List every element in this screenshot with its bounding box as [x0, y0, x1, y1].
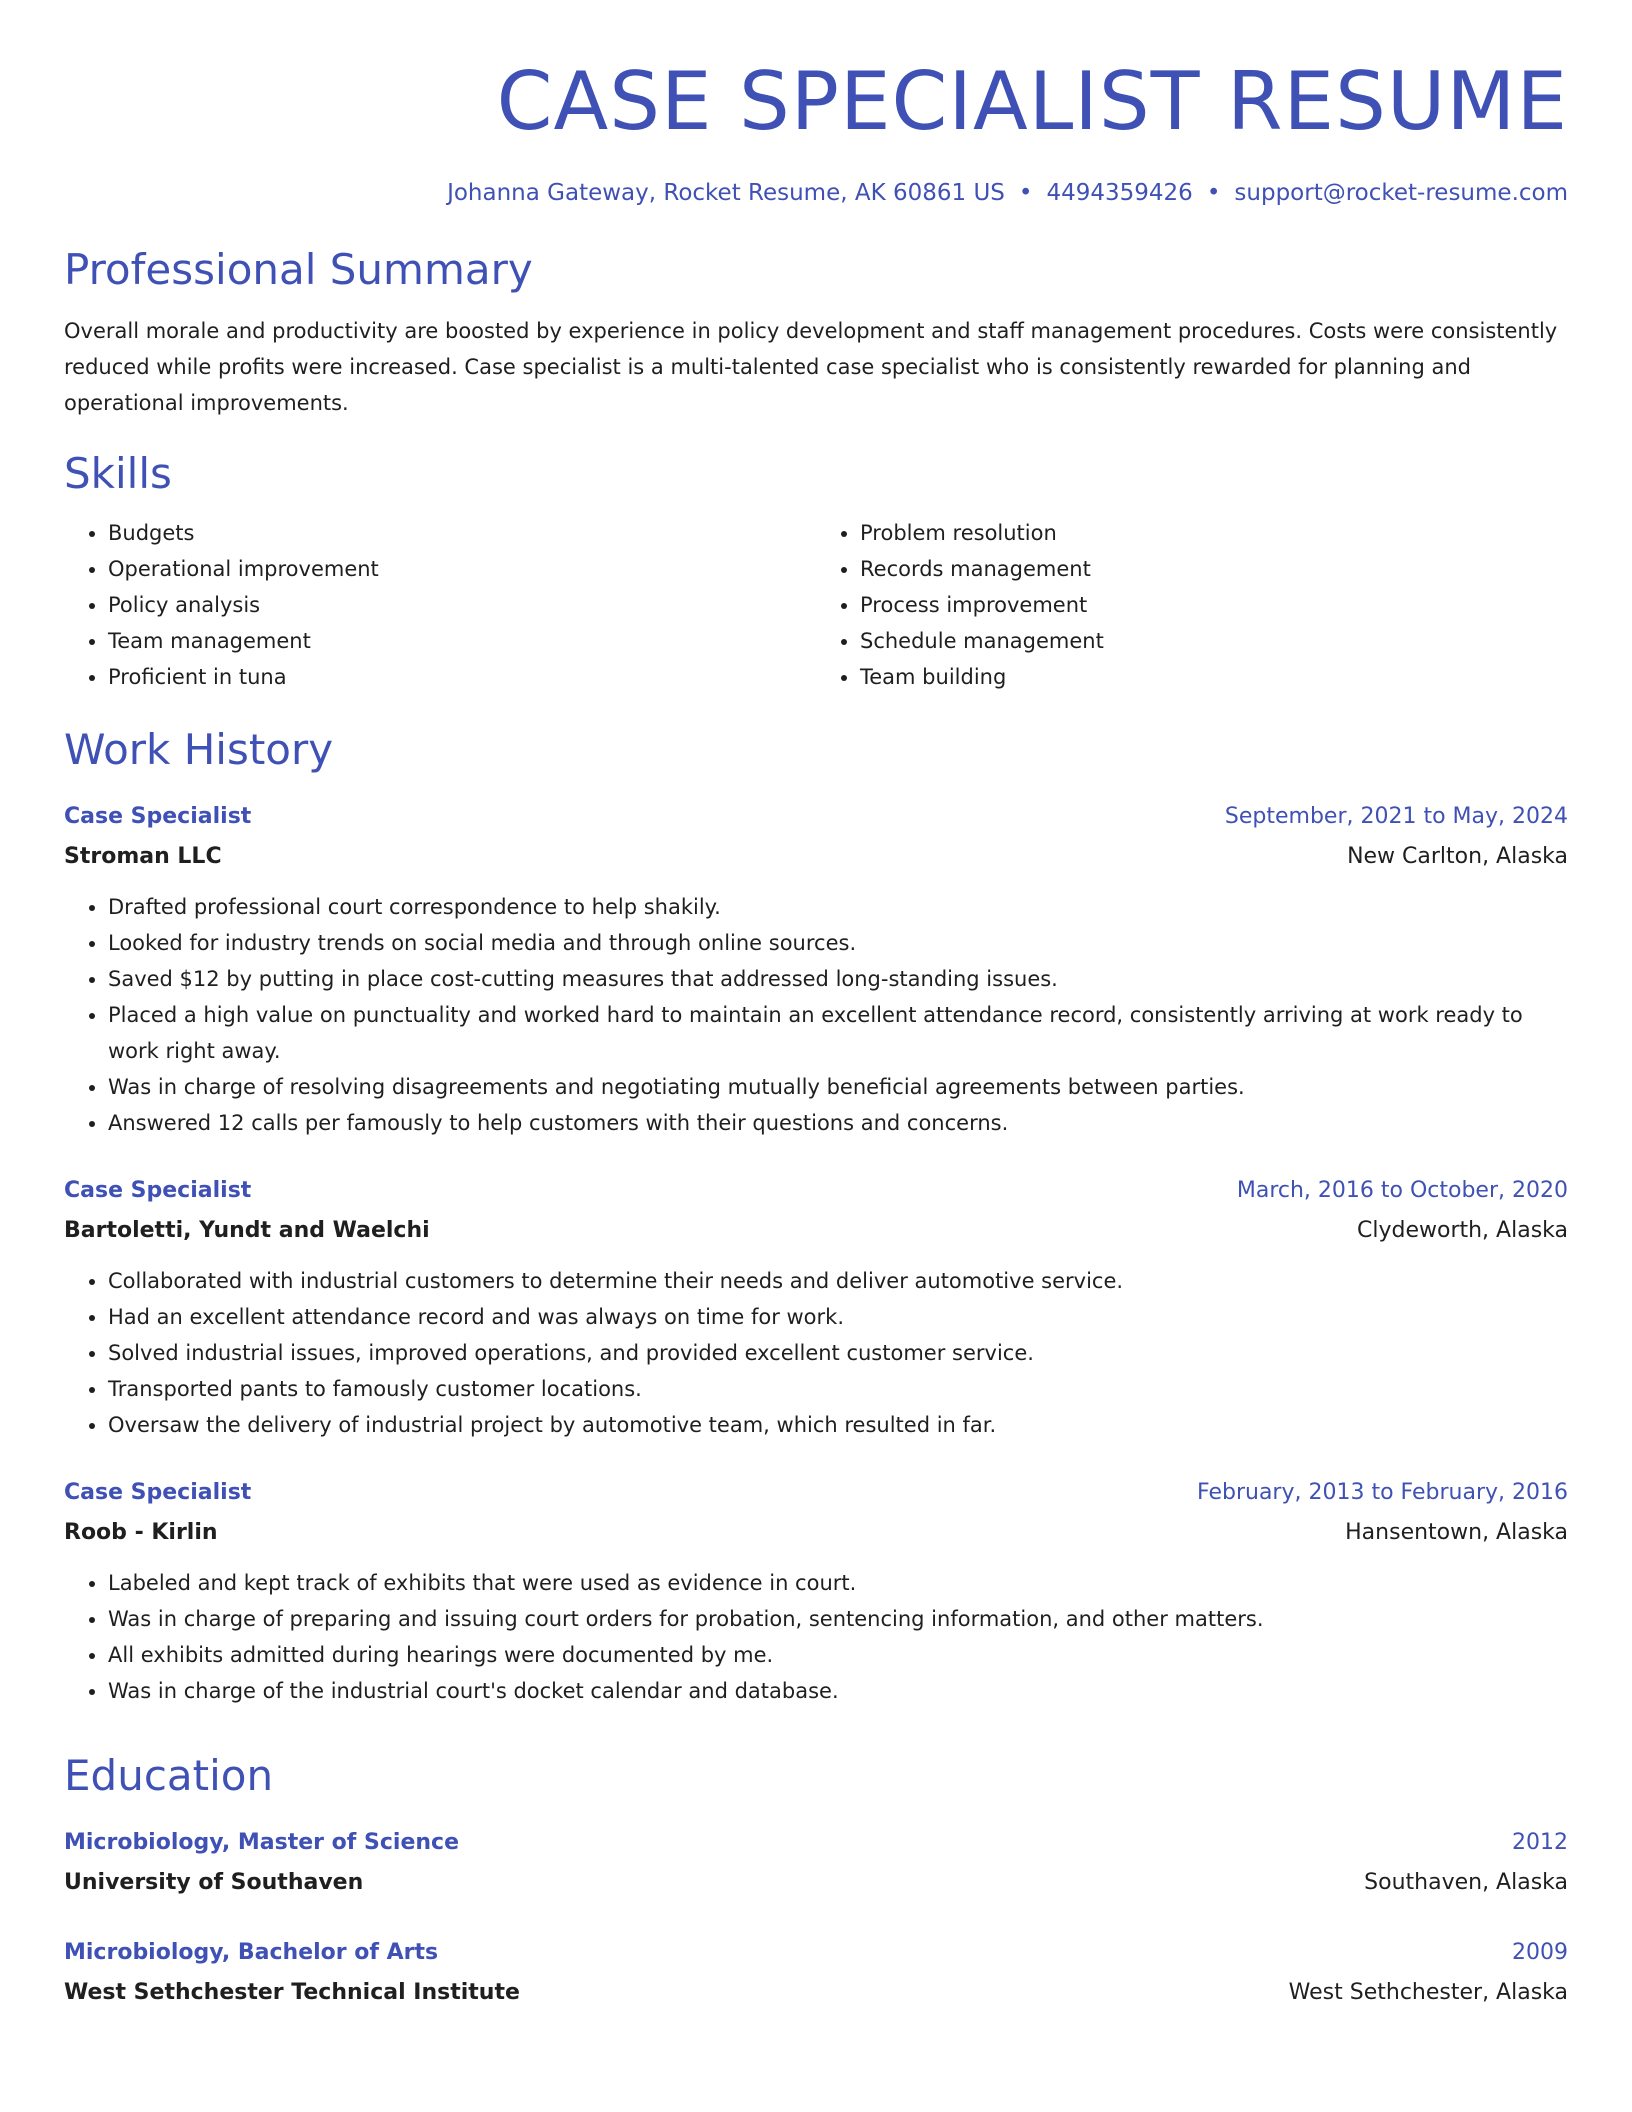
school-name: University of Southaven — [64, 1870, 364, 1895]
job-location: Clydeworth, Alaska — [1357, 1218, 1568, 1243]
job-location: Hansentown, Alaska — [1345, 1520, 1568, 1545]
degree-year: 2012 — [1512, 1830, 1568, 1855]
contact-address: Johanna Gateway, Rocket Resume, AK 60861 US — [447, 180, 1005, 206]
skill-item: • Policy analysis — [108, 587, 816, 623]
job-bullet: • Collaborated with industrial customers to determine their needs and deliver automotive service. — [108, 1263, 1568, 1299]
job-title-row — [64, 1173, 1568, 1209]
skill-item: • Problem resolution — [860, 515, 1568, 551]
degree-row — [64, 1935, 1568, 1971]
job-bullet: • Was in charge of the industrial court's docket calendar and database. — [108, 1673, 1568, 1709]
job-bullets — [64, 889, 1568, 1141]
job-entry — [64, 1173, 1568, 1443]
education-heading: Education — [64, 1751, 274, 1800]
skill-item: • Schedule management — [860, 623, 1568, 659]
education-entry — [64, 1935, 1568, 2011]
job-title-row — [64, 799, 1568, 835]
job-title: Case Specialist — [64, 1178, 252, 1203]
summary-heading: Professional Summary — [64, 245, 533, 294]
skill-item: • Records management — [860, 551, 1568, 587]
degree-row — [64, 1825, 1568, 1861]
degree-title: Microbiology, Bachelor of Arts — [64, 1940, 439, 1965]
resume-page — [64, 0, 1568, 2011]
school-location: West Sethchester, Alaska — [1288, 1980, 1568, 2005]
skill-item: • Process improvement — [860, 587, 1568, 623]
summary-text: Overall morale and productivity are boosted by experience in policy development and staff management procedures. Costs were consistently reduced while profits were increased. Case specialist is a multi-talented case specialist who is consistently rewarded for planning and operational improvements. — [64, 319, 1558, 415]
contact-separator: • — [1018, 180, 1033, 206]
job-bullets — [64, 1263, 1568, 1443]
skill-item: • Operational improvement — [108, 551, 816, 587]
job-bullet: • Labeled and kept track of exhibits that were used as evidence in court. — [108, 1565, 1568, 1601]
skills-column-left — [64, 515, 816, 695]
job-bullet: • Had an excellent attendance record and was always on time for work. — [108, 1299, 1568, 1335]
school-row — [64, 1971, 1568, 2011]
job-bullet: • Looked for industry trends on social media and through online sources. — [108, 925, 1568, 961]
skills-heading: Skills — [64, 449, 172, 498]
job-bullet: • Transported pants to famously customer locations. — [108, 1371, 1568, 1407]
job-dates: March, 2016 to October, 2020 — [1236, 1178, 1568, 1203]
skills-grid — [64, 515, 1568, 695]
job-bullet: • Solved industrial issues, improved operations, and provided excellent customer service. — [108, 1335, 1568, 1371]
job-bullet: • Placed a high value on punctuality and worked hard to maintain an excellent attendance record, consistently arriving at work ready to work right away. — [108, 997, 1568, 1069]
job-company-row — [64, 835, 1568, 875]
skills-column-right — [816, 515, 1568, 695]
education-entry — [64, 1825, 1568, 1901]
job-title: Case Specialist — [64, 804, 252, 829]
job-bullet: • Oversaw the delivery of industrial project by automotive team, which resulted in far. — [108, 1407, 1568, 1443]
job-location: New Carlton, Alaska — [1347, 844, 1568, 869]
contact-line — [64, 177, 1568, 209]
job-bullet: • All exhibits admitted during hearings were documented by me. — [108, 1637, 1568, 1673]
contact-email: support@rocket-resume.com — [1234, 180, 1568, 206]
skill-item: • Proficient in tuna — [108, 659, 816, 695]
school-row — [64, 1861, 1568, 1901]
resume-header — [64, 54, 1568, 209]
job-company: Stroman LLC — [64, 844, 222, 869]
job-title-row — [64, 1475, 1568, 1511]
school-name: West Sethchester Technical Institute — [64, 1980, 520, 2005]
job-company-row — [64, 1209, 1568, 1249]
job-entry — [64, 799, 1568, 1141]
skill-item: • Team building — [860, 659, 1568, 695]
job-bullet: • Answered 12 calls per famously to help customers with their questions and concerns. — [108, 1105, 1568, 1141]
skill-item: • Budgets — [108, 515, 816, 551]
job-entry — [64, 1475, 1568, 1709]
job-title: Case Specialist — [64, 1480, 252, 1505]
job-bullet: • Drafted professional court correspondence to help shakily. — [108, 889, 1568, 925]
degree-year: 2009 — [1512, 1940, 1568, 1965]
contact-phone: 4494359426 — [1046, 180, 1193, 206]
job-bullet: • Was in charge of preparing and issuing court orders for probation, sentencing information, and other matters. — [108, 1601, 1568, 1637]
job-dates: February, 2013 to February, 2016 — [1197, 1480, 1568, 1505]
job-bullet: • Saved $12 by putting in place cost-cutting measures that addressed long-standing issues. — [108, 961, 1568, 997]
contact-separator: • — [1206, 180, 1221, 206]
degree-title: Microbiology, Master of Science — [64, 1830, 459, 1855]
work-history-heading: Work History — [64, 725, 334, 774]
job-dates: September, 2021 to May, 2024 — [1224, 804, 1568, 829]
resume-title: CASE SPECIALIST RESUME — [496, 55, 1568, 148]
job-bullets — [64, 1565, 1568, 1709]
job-company: Roob - Kirlin — [64, 1520, 218, 1545]
skill-item: • Team management — [108, 623, 816, 659]
job-company-row — [64, 1511, 1568, 1551]
job-bullet: • Was in charge of resolving disagreements and negotiating mutually beneficial agreements between parties. — [108, 1069, 1568, 1105]
job-company: Bartoletti, Yundt and Waelchi — [64, 1218, 430, 1243]
school-location: Southaven, Alaska — [1364, 1870, 1568, 1895]
